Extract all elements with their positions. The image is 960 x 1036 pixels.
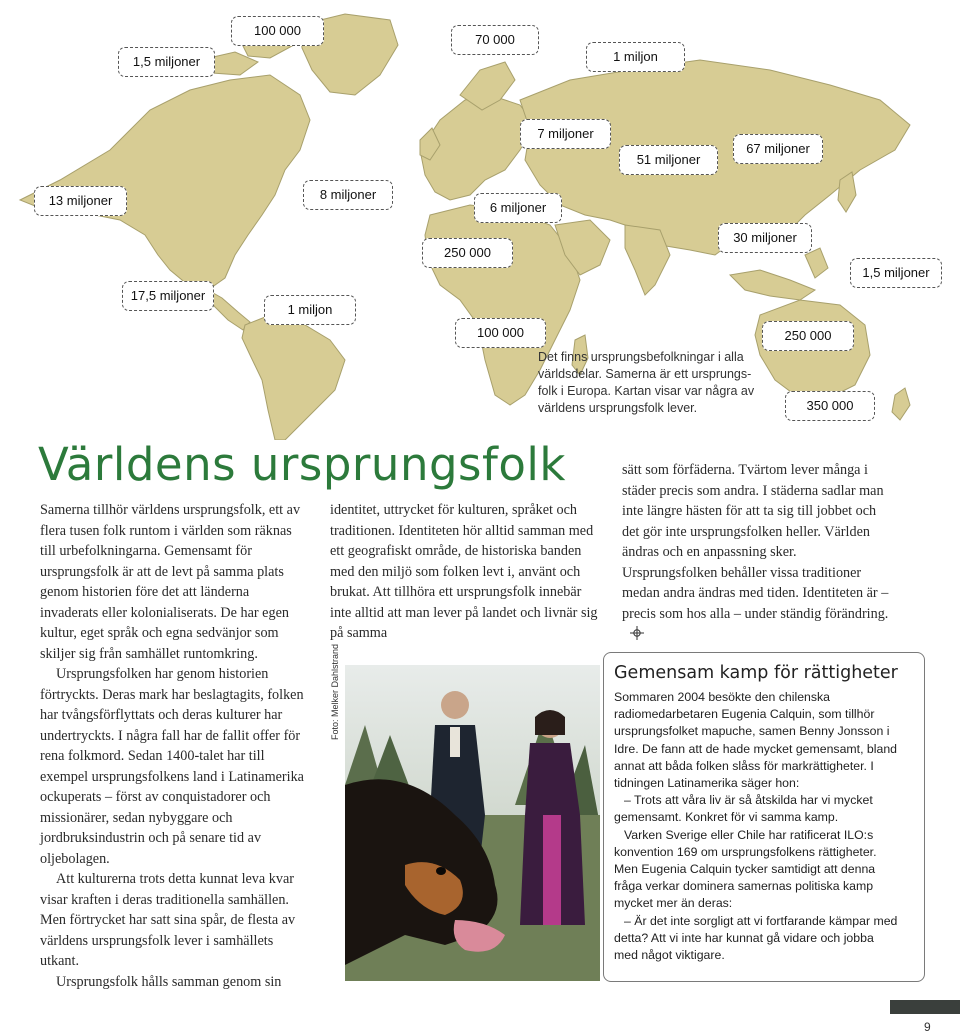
- map-label: 250 000: [762, 321, 854, 351]
- page-number: 9: [924, 1020, 931, 1034]
- map-label: 1,5 miljoner: [118, 47, 215, 77]
- map-label: 67 miljoner: [733, 134, 823, 164]
- photo: [345, 665, 600, 981]
- info-quote: – Trots att våra liv är så åtskilda har vi mycket gemensamt. Konkret för vi samma kamp.: [614, 793, 873, 825]
- map-label: 350 000: [785, 391, 875, 421]
- info-box: [603, 652, 925, 982]
- paragraph-text: sätt som förfäderna. Tvärtom lever många i städer precis som andra. I städerna sadlar man inte längre hästen för att ta sig till jobbet och det gör inte ursprungsfolken heller. Världen ändras och en anpassning sker. Ursprungsfolken behåller vissa traditioner medan andra ändras med tiden. Identiteten är – precis som hos alla – under ständig förändring.: [622, 462, 889, 622]
- paragraph: Att kulturerna trots detta kunnat leva kvar visar kraften i deras traditionella samhällen. Men förtrycket har satt sina spår, de flesta av världens ursprungsfolk lever i samhällets utkant.: [40, 871, 296, 969]
- map-label: 70 000: [451, 25, 539, 55]
- map-label: 250 000: [422, 238, 513, 268]
- map-label: 7 miljoner: [520, 119, 611, 149]
- page-bar: [890, 1000, 960, 1014]
- info-quote: – Är det inte sorgligt att vi fortfarande kämpar med detta? Att vi inte har kunnat gå vidare och jobba med något viktigare.: [614, 913, 898, 963]
- world-map: [0, 0, 960, 440]
- paragraph: Ursprungsfolken har genom historien förtryckts. Deras mark har beslagtagits, folken har tvångsförflyttats och deras kulturer har undertryckts. I några fall har de fallit offer för rena folkmord. Sedan 1400-talet har till exempel ursprungsfolkens land i Latinamerika ockuperats – först av conquistadorer och missionärer, sedan nybyggare och jordbruksindustrin och på senare tid av oljebolagen.: [40, 666, 304, 867]
- info-paragraph: Varken Sverige eller Chile har ratificerat ILO:s konvention 169 om ursprungsfolkens rättigheter. Men Eugenia Calquin tycker samtidigt att denna fråga verkar dominera samernas politiska kamp mycket mer än deras:: [614, 827, 877, 911]
- article-column-3: [622, 460, 894, 645]
- map-label: 8 miljoner: [303, 180, 393, 210]
- end-mark-icon: [630, 626, 644, 640]
- info-box-title: Gemensam kamp för rättigheter: [614, 663, 898, 683]
- article-title: Världens ursprungsfolk: [38, 438, 566, 491]
- paragraph: identitet, uttrycket för kulturen, språket och traditionen. Identiteten hör alltid samman med ett geografiskt område, de historiska banden med den miljö som folken levt i, använt och brukat. Att tillhöra ett ursprungsfolk innebär inte alltid att man lever på landet och livnär sig på samma: [330, 502, 598, 641]
- info-box-body: [614, 689, 899, 964]
- map-label: 6 miljoner: [474, 193, 562, 223]
- map-label: 30 miljoner: [718, 223, 812, 253]
- map-label: 1 miljon: [264, 295, 356, 325]
- map-caption: Det finns ursprungsbefolkningar i alla världsdelar. Samerna är ett ursprungs-folk i Europa. Kartan visar var några av världens ursprungsfolk lever.: [538, 350, 755, 415]
- paragraph: Ursprungsfolk hålls samman genom sin: [56, 973, 282, 990]
- info-paragraph: Sommaren 2004 besökte den chilenska radiomedarbetaren Eugenia Calquin, som tillhör ursprungsfolket mapuche, samen Benny Jonsson i Idre. De fann att de hade mycket gemensamt, bland annat att båda folken slåss för markrättigheter. I tidningen Latinamerika säger hon:: [614, 690, 897, 791]
- photo-image: [345, 665, 600, 981]
- paragraph: [622, 460, 894, 645]
- map-label: 1,5 miljoner: [850, 258, 942, 288]
- map-label: 13 miljoner: [34, 186, 127, 216]
- photo-credit: Foto: Melker Dahlstrand: [330, 643, 340, 740]
- article-column-2: [330, 500, 598, 644]
- map-label: 17,5 miljoner: [122, 281, 214, 311]
- map-label: 100 000: [455, 318, 546, 348]
- map-label: 51 miljoner: [619, 145, 718, 175]
- map-label: 1 miljon: [586, 42, 685, 72]
- paragraph: Samerna tillhör världens ursprungsfolk, ett av flera tusen folk runtom i världen som räknas till urbefolkningarna. Gemensamt för ursprungsfolk är att de levt på samma plats genom historien före det att länderna invaderats eller kolonialiserats. De har egen kultur, eget språk och egna sedvänjor som skiljer sig från samhället runtomkring.: [40, 502, 301, 662]
- article-column-1: [40, 500, 310, 992]
- map-label: 100 000: [231, 16, 324, 46]
